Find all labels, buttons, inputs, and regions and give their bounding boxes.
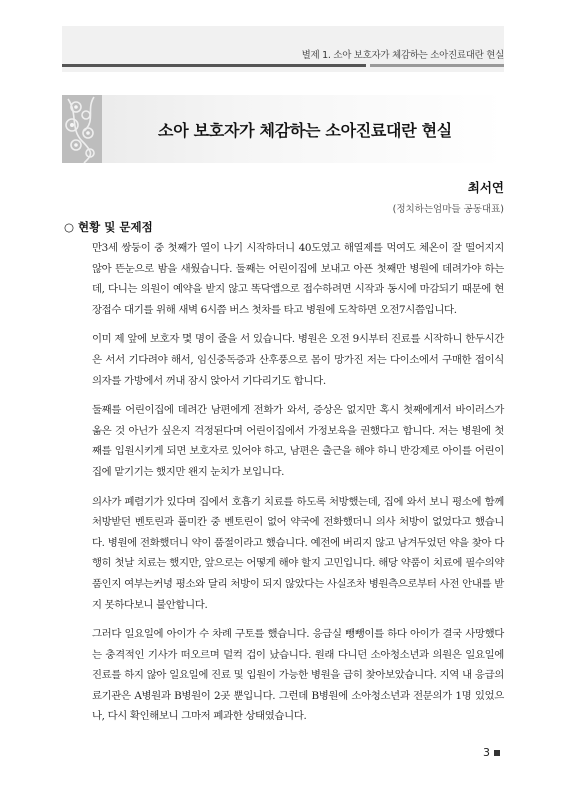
paragraph: 그러다 일요일에 아이가 수 차례 구토를 했습니다. 응급실 뺑뺑이를 하다 아이가 결국 사망했다는 충격적인 기사가 떠오르며 덜컥 겁이 났습니다. 원래 다니던 소아청소년과 의원은 일요일에 진료를 하지 않아 일요일에 진료 및 입원이 가능한 병원을 급히 찾아보았습니다. 지역 내 응급의료기관은 A병원과 B병원이 2곳 뿐입니다. 그런데 B병원에 소아청소년과 전문의가 1명 있었으나, 다시 확인해보니 그마저 폐과한 상태였습니다. xyxy=(92,628,504,723)
header-rule-light xyxy=(370,64,504,67)
page-footer xyxy=(483,746,500,759)
flower-decoration-icon xyxy=(62,95,102,163)
page-title: 소아 보호자가 체감하는 소아진료대란 현실 xyxy=(158,121,452,140)
paragraph: 둘째를 어린이집에 데려간 남편에게 전화가 와서, 증상은 없지만 혹시 첫째에게서 바이러스가 옮은 것 아닌가 싶은지 걱정된다며 어린이집에서 가정보육을 권했다고 합니다. 저는 병원에 첫째를 입원시키게 되면 보호자로 있어야 하고, 남편은 출근을 해야 하니 반강제로 아이를 어린이집에 맡기기는 했지만 왠지 눈치가 보입니다. xyxy=(92,404,504,478)
paragraph: 의사가 폐렴기가 있다며 집에서 호흡기 치료를 하도록 처방했는데, 집에 와서 보니 평소에 함께 처방받던 벤토린과 풀미칸 중 벤토린이 없어 약국에 전화했더니 의사 처방이 없었다고 했습니다. 병원에 전화했더니 약이 품절이라고 했습니다. 예전에 버리지 않고 남겨두었던 약을 찾아 다행히 첫날 치료는 했지만, 앞으로는 어떻게 해야 할지 고민입니다. 해당 약품이 치료에 필수의약품인지 여부는커녕 평소와 달리 처방이 되지 않았다는 사실조차 병원측으로부터 사전 안내를 받지 못하다보니 불안합니다. xyxy=(92,495,504,611)
header-rule-dark xyxy=(62,64,366,67)
paragraph: 이미 제 앞에 보호자 몇 명이 줄을 서 있습니다. 병원은 오전 9시부터 진료를 시작하니 한두시간은 서서 기다려야 해서, 임신중독증과 산후풍으로 몸이 망가진 저는 다이소에서 구매한 접이식의자를 가방에서 꺼내 잠시 앉아서 기다리기도 합니다. xyxy=(92,333,504,387)
page-number: 3 xyxy=(483,746,490,759)
paragraph: 만3세 쌍둥이 중 첫째가 열이 나기 시작하더니 40도였고 해열제를 먹여도 체온이 잘 떨어지지 않아 뜬눈으로 밤을 새웠습니다. 둘째는 어린이집에 보내고 아픈 첫째만 병원에 데려가야 하는데, 다니는 의원이 예약을 받지 않고 똑닥앱으로 접수하려면 시작과 동시에 마감되기 때문에 현장접수 대기를 위해 새벽 6시쯤 버스 첫차를 타고 병원에 도착하면 오전7시쯤입니다. xyxy=(92,242,504,316)
square-bullet-icon xyxy=(494,750,500,756)
section-heading: ○ 현황 및 문제점 xyxy=(64,220,153,234)
author-affiliation: (정치하는엄마들 공동대표) xyxy=(392,204,504,215)
author-name: 최서연 xyxy=(467,180,504,195)
running-header: 별제 1. 소아 보호자가 체감하는 소아진료대란 현실 xyxy=(301,50,504,61)
body-text xyxy=(92,238,504,736)
